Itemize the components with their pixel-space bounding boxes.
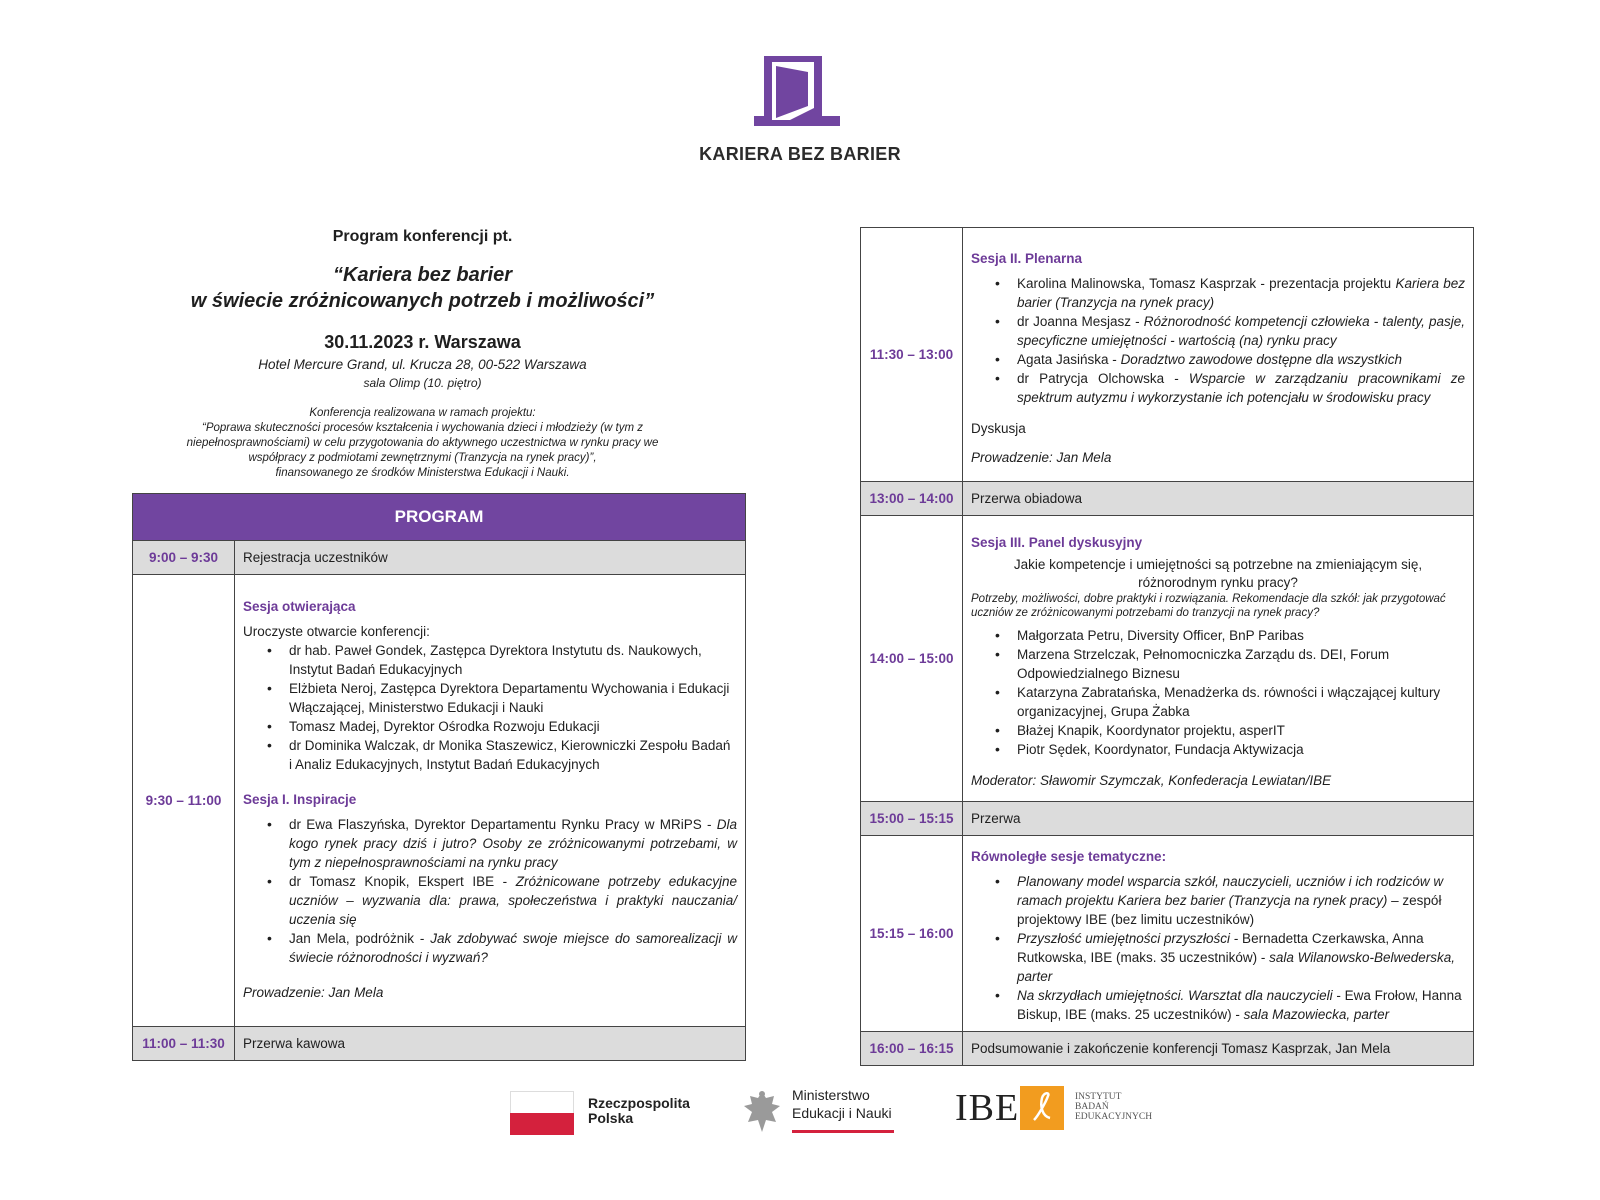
schedule-row xyxy=(133,575,746,1027)
note-line: niepełnosprawnościami) w celu przygotowania do aktywnego uczestnictwa w rynku pracy we xyxy=(186,437,659,449)
talk-topic: Doradztwo zawodowe dostępne dla wszystkich xyxy=(1120,351,1402,367)
list-item xyxy=(971,929,1465,986)
ibe-line: BADAŃ xyxy=(1075,1102,1109,1112)
speaker: dr Tomasz Knopik, Ekspert IBE - xyxy=(289,874,516,889)
session-block xyxy=(235,575,746,1027)
list-item: • dr Dominika Walczak, dr Monika Staszewicz, Kierowniczki Zespołu Badań i Analiz Edukacyjnych, Instytut Badań Edukacyjnych xyxy=(243,736,737,774)
session-title: Sesja II. Plenarna xyxy=(971,250,1083,266)
list-item: • Małgorzata Petru, Diversity Officer, BnP Paribas xyxy=(971,626,1465,645)
session-detail: - Ewa Frołow, Hanna Biskup, IBE (maks. 25 uczestników) - xyxy=(1017,988,1462,1022)
ibe-logo-text: IBE xyxy=(955,1087,1020,1129)
list-item xyxy=(971,274,1465,312)
talk-topic: Dla kogo rynek pracy dziś i jutro? Osoby ze zróżnicowanymi potrzebami, w tym z niepełnosprawnościami na rynku pracy xyxy=(289,817,737,870)
list-item xyxy=(243,815,737,872)
list-item: • Marzena Strzelczak, Pełnomocniczka Zarządu ds. DEI, Forum Odpowiedzialnego Biznesu xyxy=(971,645,1465,683)
speaker: Jan Mela, podróżnik - xyxy=(289,931,431,946)
session-room: sala Wilanowsko-Belwederska, parter xyxy=(1017,950,1456,984)
talk-topic: Jak zdobywać swoje miejsce do samorealizacji w świecie różnorodności i wyzwań? xyxy=(289,931,738,965)
list-item xyxy=(243,929,737,967)
schedule-row xyxy=(133,541,746,575)
session-title: Sesja I. Inspiracje xyxy=(243,792,357,807)
moderator: Moderator: Sławomir Szymczak, Konfederacja Lewiatan/IBE xyxy=(971,773,1332,788)
talk-topic: Zróżnicowane potrzeby edukacyjne uczniów – wyzwania dla: prawa, społeczeństwa i praktyki nauczania/ uczenia się xyxy=(289,874,738,927)
panel-subtext: Potrzeby, możliwości, dobre praktyki i rozwiązania. Rekomendacje dla szkół: jak przygotować uczniów ze zróżnicowanymi potrzebami do tranzycji na rynek pracy? xyxy=(971,593,1446,619)
session-title: Równoległe sesje tematyczne: xyxy=(971,849,1167,864)
speaker: dr Joanna Mesjasz - xyxy=(1017,313,1144,329)
session-block xyxy=(963,228,1474,482)
title-line-2: w świecie zróżnicowanych potrzeb i możliwości” xyxy=(190,290,655,312)
ministry-logo-text xyxy=(792,1086,892,1122)
parallel-session-list xyxy=(971,872,1465,1024)
speaker: dr Patrycja Olchowska - xyxy=(1017,370,1189,386)
eagle-emblem-icon xyxy=(742,1088,782,1136)
list-item: • Elżbieta Neroj, Zastępca Dyrektora Departamentu Wychowania i Edukacji Włączającej, Ministerstwo Edukacji i Nauki xyxy=(243,679,737,717)
discussion: Dyskusja xyxy=(971,420,1026,436)
sponsor-logos xyxy=(0,1078,1600,1138)
title-line-1: “Kariera bez barier xyxy=(333,264,512,286)
speaker-list xyxy=(243,641,737,774)
ministry-line: Ministerstwo xyxy=(792,1087,870,1103)
schedule-row xyxy=(861,228,1474,482)
session-name: Przyszłość umiejętności przyszłości xyxy=(1017,931,1231,946)
time-slot: 15:00 – 15:15 xyxy=(861,802,963,836)
slot-text: Przerwa obiadowa xyxy=(963,482,1474,516)
ibe-mark-icon xyxy=(1020,1086,1064,1130)
session-block xyxy=(963,516,1474,802)
time-slot: 15:15 – 16:00 xyxy=(861,836,963,1032)
brand-header xyxy=(0,50,1600,165)
session-detail: – zespół projektowy IBE (bez limitu uczestników) xyxy=(1017,893,1442,927)
conference-date: 30.11.2023 r. Warszawa xyxy=(324,332,521,352)
slot-text: Rejestracja uczestników xyxy=(235,541,746,575)
panelist-list xyxy=(971,626,1465,759)
session-block xyxy=(963,836,1474,1032)
speaker-list xyxy=(971,274,1465,407)
rp-logo-text xyxy=(588,1096,690,1126)
rp-line: Polska xyxy=(588,1110,634,1126)
time-slot: 11:00 – 11:30 xyxy=(133,1027,235,1061)
panel-question: Jakie kompetencje i umiejętności są potrzebne na zmieniającym się, różnorodnym rynku pracy? xyxy=(1013,557,1423,590)
conference-title xyxy=(140,262,705,314)
slot-text: Podsumowanie i zakończenie konferencji Tomasz Kasprzak, Jan Mela xyxy=(963,1032,1474,1066)
time-slot: 14:00 – 15:00 xyxy=(861,516,963,802)
ministry-line: Edukacji i Nauki xyxy=(792,1105,892,1121)
slot-text: Przerwa kawowa xyxy=(235,1027,746,1061)
ibe-line: INSTYTUT xyxy=(1075,1092,1122,1102)
talk-topic: Wsparcie w zarządzaniu pracownikami ze spektrum autyzmu i wykorzystanie ich potencjału w środowisku pracy xyxy=(1017,370,1466,405)
conference-venue: Hotel Mercure Grand, ul. Krucza 28, 00-522 Warszawa xyxy=(258,357,587,372)
slot-text: Przerwa xyxy=(963,802,1474,836)
note-line: finansowanego ze środków Ministerstwa Edukacji i Nauki. xyxy=(275,467,570,479)
program-table-right xyxy=(860,227,1474,1066)
rp-line: Rzeczpospolita xyxy=(588,1095,690,1111)
brand-title: KARIERA BEZ BARIER xyxy=(699,144,901,164)
program-table-left xyxy=(132,493,746,1061)
list-item xyxy=(243,872,737,929)
conference-intro xyxy=(140,228,705,481)
speaker: dr Ewa Flaszyńska, Dyrektor Departamentu Rynku Pracy w MRiPS - xyxy=(289,817,717,832)
talk-topic: Kariera bez barier (Tranzycja na rynek pracy) xyxy=(1017,275,1465,310)
schedule-row xyxy=(861,802,1474,836)
schedule-row xyxy=(133,1027,746,1061)
schedule-row xyxy=(861,516,1474,802)
ibe-line: EDUKACYJNYCH xyxy=(1075,1112,1153,1122)
session-name: Na skrzydłach umiejętności. Warsztat dla nauczycieli xyxy=(1017,988,1333,1003)
talk-topic: Różnorodność kompetencji człowieka - talenty, pasje, specyficzne umiejętności - wartością (na) rynku pracy xyxy=(1017,313,1465,348)
moderation: Prowadzenie: Jan Mela xyxy=(243,985,384,1000)
schedule-row xyxy=(861,1032,1474,1066)
time-slot: 9:00 – 9:30 xyxy=(133,541,235,575)
time-slot: 16:00 – 16:15 xyxy=(861,1032,963,1066)
time-slot: 9:30 – 11:00 xyxy=(133,575,235,1027)
list-item: • dr hab. Paweł Gondek, Zastępca Dyrektora Instytutu ds. Naukowych, Instytut Badań Edukacyjnych xyxy=(243,641,737,679)
list-item: • Katarzyna Zabratańska, Menadżerka ds. równości i włączającej kultury organizacyjnej, Grupa Żabka xyxy=(971,683,1465,721)
schedule-row xyxy=(861,482,1474,516)
moderation: Prowadzenie: Jan Mela xyxy=(971,449,1112,465)
project-note xyxy=(140,406,705,481)
note-line: “Poprawa skuteczności procesów kształcenia i wychowania dzieci i młodzieży (w tym z xyxy=(202,422,643,434)
program-header-row xyxy=(133,494,746,541)
session-room: sala Mazowiecka, parter xyxy=(1243,1007,1390,1022)
note-line: współpracy z podmiotami zewnętrznymi (Tranzycja na rynek pracy)”, xyxy=(248,452,597,464)
session-name: Planowany model wsparcia szkół, nauczycieli, uczniów i ich rodziców w ramach projektu Kariera bez barier (Tranzycja na rynek pracy) xyxy=(1017,874,1444,908)
program-header: PROGRAM xyxy=(133,494,746,541)
ibe-full-name xyxy=(1075,1092,1152,1122)
polish-flag-icon xyxy=(510,1091,574,1135)
session-title: Sesja otwierająca xyxy=(243,599,356,614)
speaker: Agata Jasińska - xyxy=(1017,351,1121,367)
list-item: • Piotr Sędek, Koordynator, Fundacja Aktywizacja xyxy=(971,740,1465,759)
list-item xyxy=(971,350,1465,369)
list-item: • Błażej Knapik, Koordynator projektu, asperIT xyxy=(971,721,1465,740)
program-label: Program konferencji pt. xyxy=(332,228,513,245)
speaker: Karolina Malinowska, Tomasz Kasprzak - prezentacja projektu xyxy=(1017,275,1396,291)
list-item xyxy=(971,369,1465,407)
list-item xyxy=(971,312,1465,350)
session-intro: Uroczyste otwarcie konferencji: xyxy=(243,624,430,639)
ministry-underline xyxy=(792,1130,894,1133)
time-slot: 13:00 – 14:00 xyxy=(861,482,963,516)
list-item: • Tomasz Madej, Dyrektor Ośrodka Rozwoju Edukacji xyxy=(243,717,737,736)
list-item xyxy=(971,986,1465,1024)
door-logo-icon xyxy=(750,50,850,136)
schedule-row xyxy=(861,836,1474,1032)
list-item xyxy=(971,872,1465,929)
time-slot: 11:30 – 13:00 xyxy=(861,228,963,482)
speaker-list xyxy=(243,815,737,967)
session-detail: - Bernadetta Czerkawska, Anna Rutkowska, IBE (maks. 35 uczestników) - xyxy=(1017,931,1424,965)
session-title: Sesja III. Panel dyskusyjny xyxy=(971,535,1143,550)
conference-room: sala Olimp (10. piętro) xyxy=(363,376,482,390)
note-line: Konferencja realizowana w ramach projektu: xyxy=(309,407,536,419)
